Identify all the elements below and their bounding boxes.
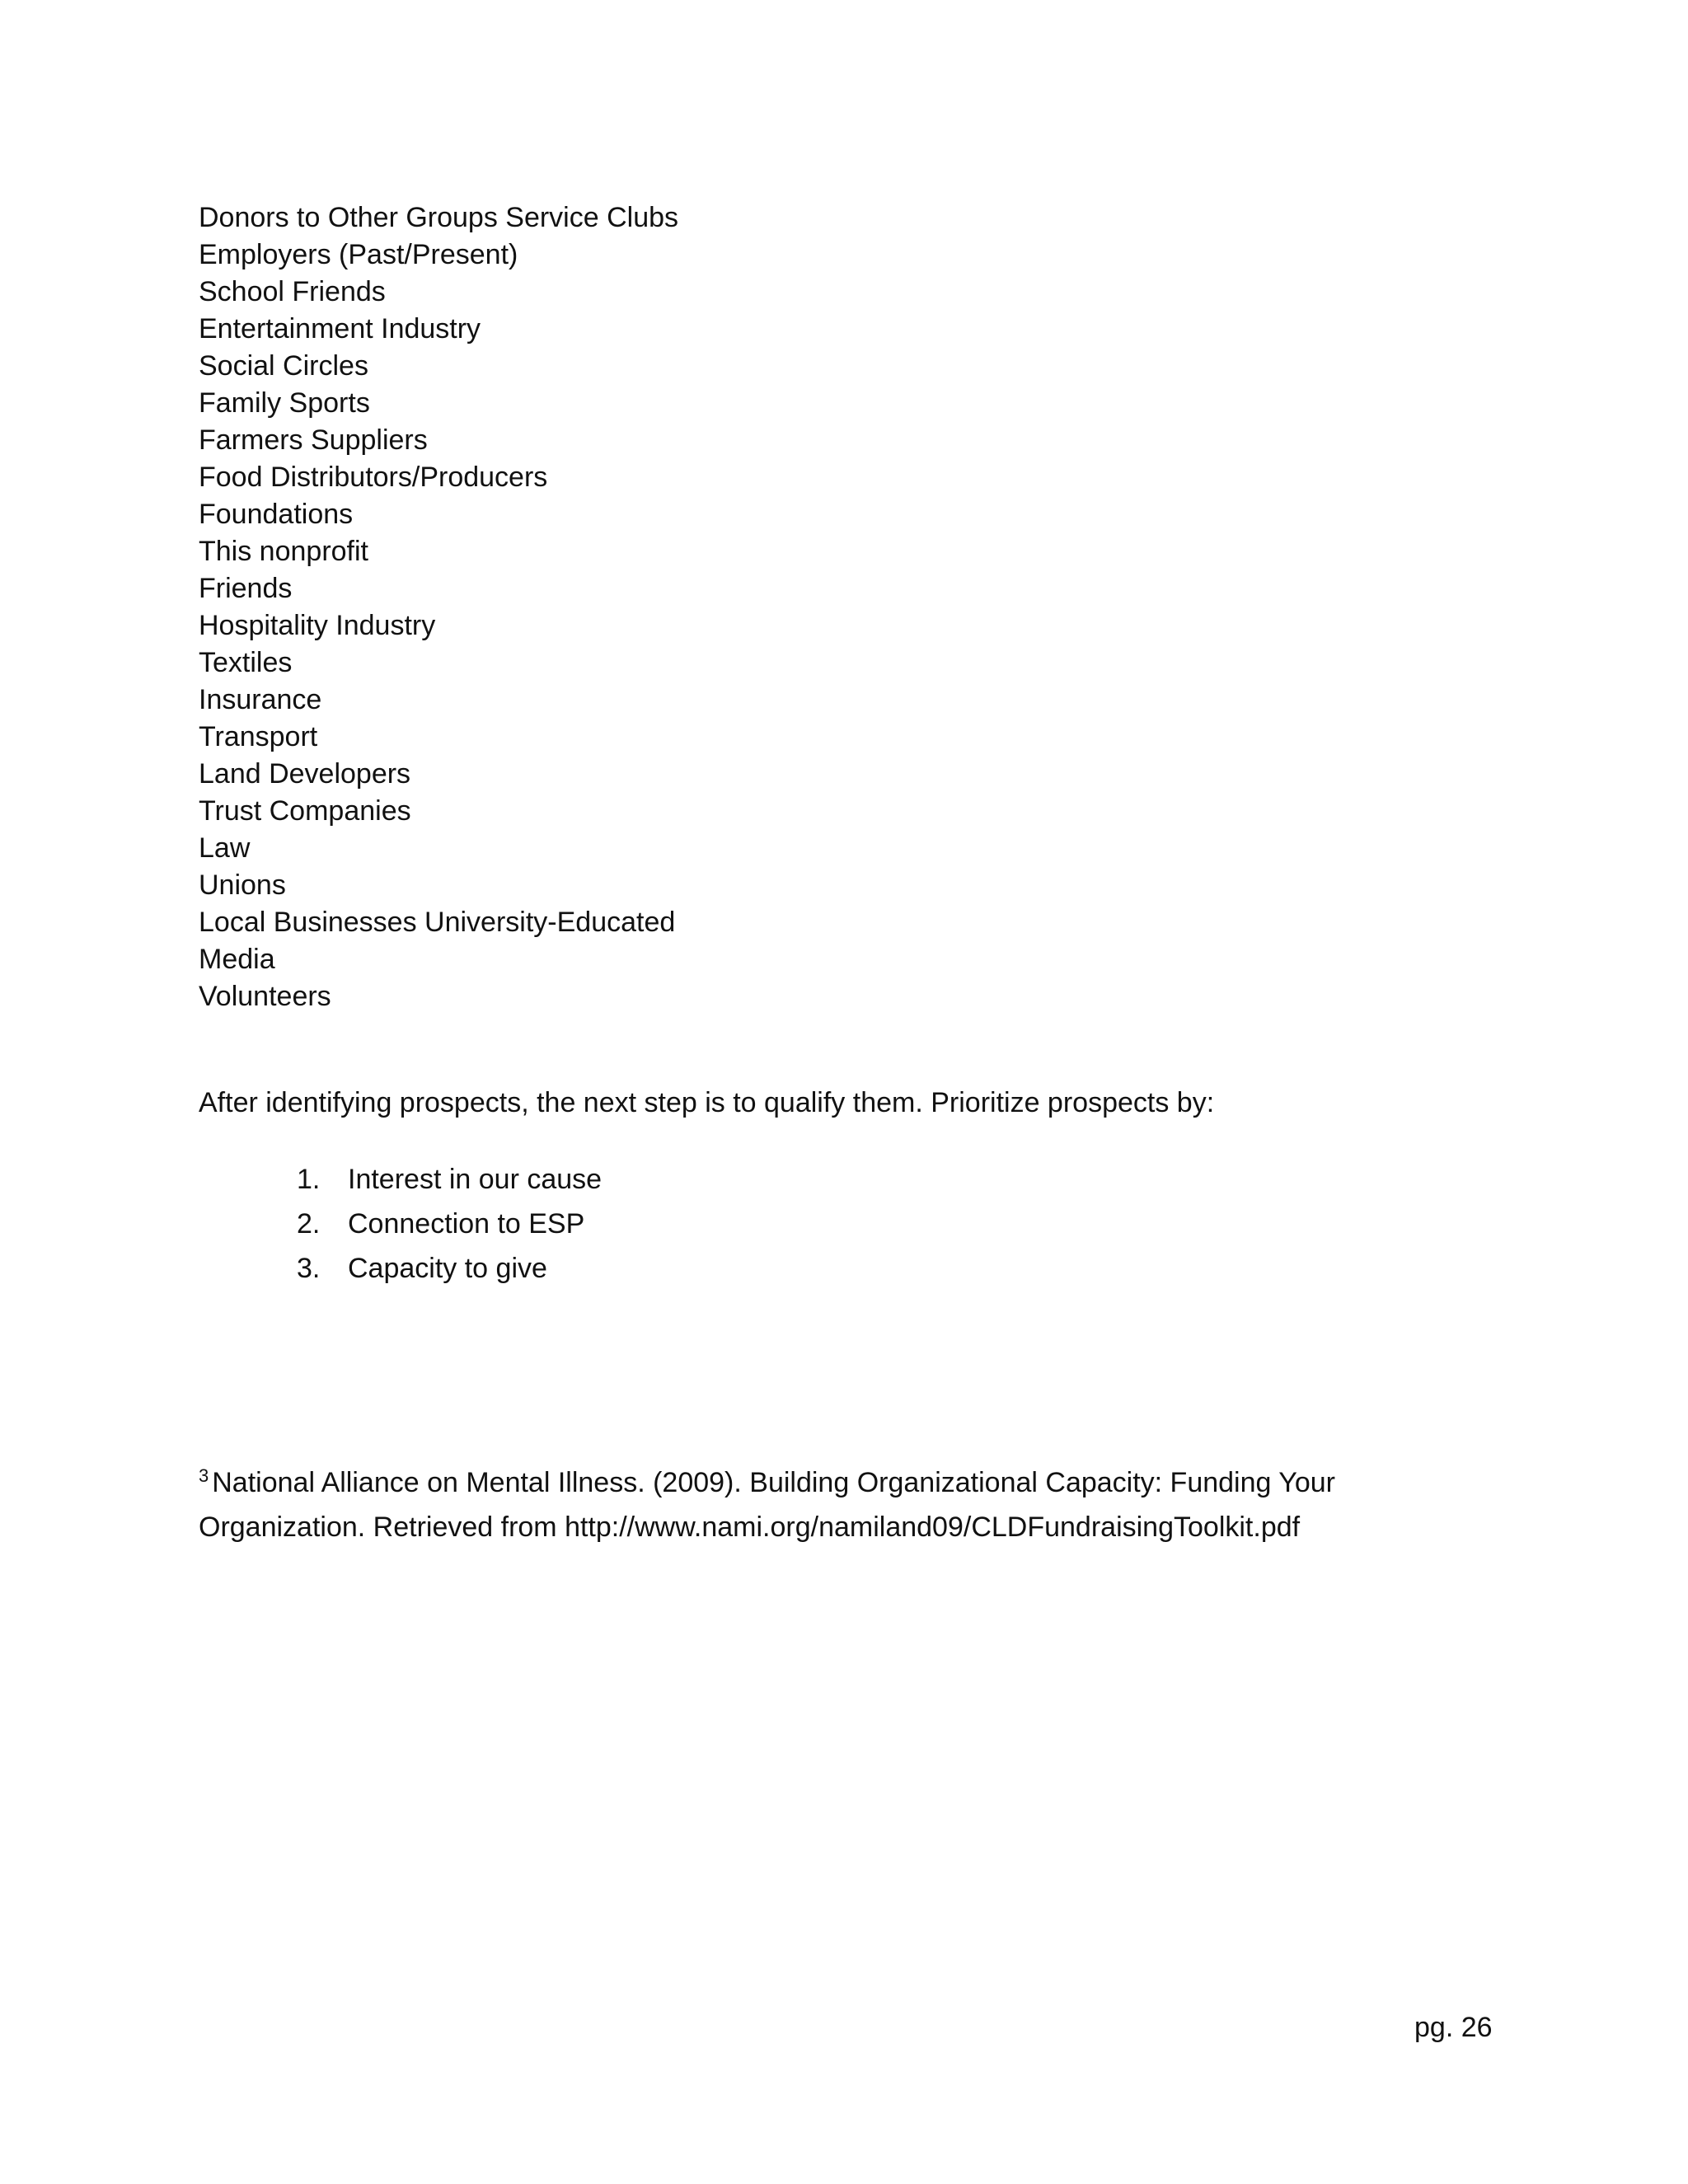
- list-item: This nonprofit: [199, 536, 368, 567]
- priority-text: Interest in our cause: [348, 1164, 603, 1195]
- list-item: Foundations: [199, 499, 354, 530]
- prospect-list: [199, 199, 678, 1015]
- list-item: Land Developers: [199, 758, 411, 790]
- list-item: Trust Companies: [199, 795, 411, 827]
- list-item: Media: [199, 944, 275, 975]
- list-item: Social Circles: [199, 350, 368, 382]
- priority-number: 1.: [297, 1164, 321, 1195]
- list-item: Friends: [199, 573, 293, 604]
- intro-paragraph: After identifying prospects, the next step is to qualify them. Prioritize prospects by:: [199, 1087, 1215, 1118]
- list-item: Employers (Past/Present): [199, 239, 518, 270]
- priority-item: [297, 1157, 602, 1202]
- footnote-text-1: National Alliance on Mental Illness. (2009). Building Organizational Capacity: Funding Your: [212, 1467, 1335, 1498]
- priority-text: Connection to ESP: [348, 1208, 585, 1240]
- list-item: Family Sports: [199, 387, 370, 419]
- list-item: Transport: [199, 721, 318, 752]
- list-item: Textiles: [199, 647, 293, 678]
- priority-number: 2.: [297, 1208, 321, 1240]
- page-number: pg. 26: [1414, 2012, 1493, 2043]
- list-item: Donors to Other Groups Service Clubs: [199, 202, 679, 233]
- priority-number: 3.: [297, 1253, 321, 1284]
- list-item: School Friends: [199, 276, 386, 307]
- list-item: Hospitality Industry: [199, 610, 436, 641]
- list-item: Local Businesses University-Educated: [199, 907, 676, 938]
- list-item: Insurance: [199, 684, 322, 715]
- list-item: Entertainment Industry: [199, 313, 481, 344]
- footnote: [199, 1460, 1517, 1549]
- footnote-line-2: Organization. Retrieved from http://www.nami.org/namiland09/CLDFundraisingToolkit.pdf: [199, 1511, 1301, 1543]
- list-item: Law: [199, 832, 251, 864]
- priority-text: Capacity to give: [348, 1253, 547, 1284]
- list-item: Food Distributors/Producers: [199, 462, 548, 493]
- priority-item: [297, 1202, 602, 1246]
- list-item: Farmers Suppliers: [199, 424, 428, 456]
- footnote-line-1: [199, 1460, 1517, 1505]
- list-item: Volunteers: [199, 981, 331, 1012]
- footnote-marker: 3: [199, 1465, 209, 1486]
- priority-item: [297, 1246, 602, 1291]
- list-item: Unions: [199, 869, 286, 901]
- priority-list: [297, 1157, 602, 1291]
